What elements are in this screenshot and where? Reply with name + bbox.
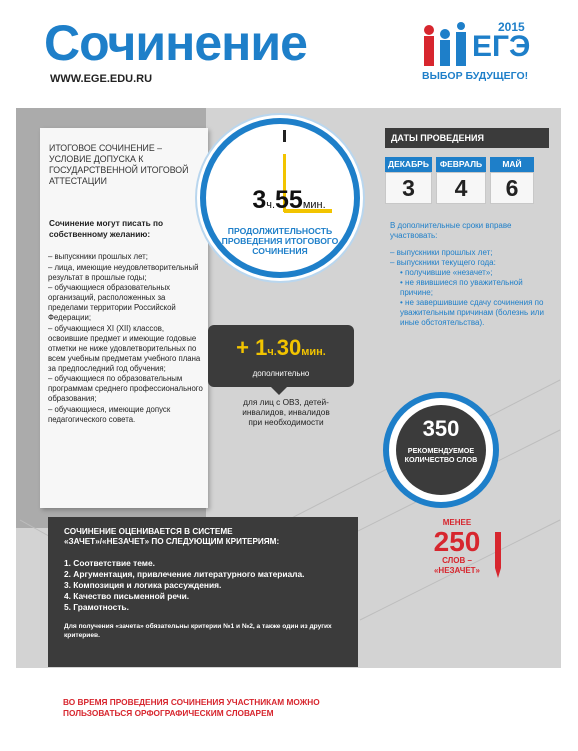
pencil-icon	[493, 532, 503, 580]
recommended-words-caption: РЕКОМЕНДУЕМОЕ КОЛИЧЕСТВО СЛОВ	[404, 446, 478, 464]
list-item: – обучающиеся XI (XII) классов, освоившие предмет и имеющие годовые отметки не ниже удовлетворительных по всем учебным предметам учебного плана за предпоследний год обучения;	[48, 323, 201, 373]
recommended-words-badge	[383, 392, 499, 508]
list-item: 1. Соответствие теме.	[64, 558, 155, 568]
list-item: – обучающиеся, имеющие допуск педагогического совета.	[48, 404, 171, 424]
criteria-heading: СОЧИНЕНИЕ ОЦЕНИВАЕТСЯ В СИСТЕМЕ «ЗАЧЕТ»/«НЕЗАЧЕТ» ПО СЛЕДУЮЩИМ КРИТЕРИЯМ:	[64, 527, 280, 546]
extra-time-box	[208, 325, 354, 387]
duration-clock	[200, 118, 360, 278]
date-month: ФЕВРАЛЬ	[436, 157, 486, 172]
logo-year: 2015	[498, 20, 525, 34]
list-item: – выпускники текущего года:	[390, 258, 496, 267]
list-item: 2. Аргументация, привлечение литературного материала.	[64, 569, 305, 579]
list-item: • не явившиеся по уважительной причине;	[400, 278, 523, 297]
dates-header: ДАТЫ ПРОВЕДЕНИЯ	[385, 128, 549, 148]
dictionary-note: ВО ВРЕМЯ ПРОВЕДЕНИЯ СОЧИНЕНИЯ УЧАСТНИКАМ МОЖНО ПОЛЬЗОВАТЬСЯ ОРФОГРАФИЧЕСКИМ СЛОВАРЕМ	[63, 697, 320, 718]
min-words-caption: СЛОВ – «НЕЗАЧЕТ»	[433, 556, 481, 575]
duration-hours-unit: ч.	[266, 199, 276, 211]
date-day: 6	[490, 172, 534, 204]
logo-name: ЕГЭ	[472, 30, 531, 63]
list-item: – лица, имеющие неудовлетворительный результат в прошлые годы;	[48, 262, 199, 282]
extra-time-eligibility: для лиц с ОВЗ, детей-инвалидов, инвалидов при необходимости	[242, 397, 330, 427]
list-item: – выпускники прошлых лет;	[390, 248, 493, 257]
who-can-write-heading: Сочинение могут писать по собственному желанию:	[49, 218, 164, 239]
extra-dates-intro: В дополнительные сроки вправе участвовать:	[390, 221, 512, 240]
list-item: – выпускники прошлых лет;	[48, 252, 148, 261]
website-link[interactable]: WWW.EGE.EDU.RU	[50, 73, 153, 85]
extra-time-minutes-unit: мин.	[301, 346, 326, 358]
extra-time-hours-unit: ч.	[267, 346, 277, 358]
extra-time-minutes: 30	[276, 335, 302, 360]
status-text: ИТОГОВОЕ СОЧИНЕНИЕ – УСЛОВИЕ ДОПУСКА К ГОСУДАРСТВЕННОЙ ИТОГОВОЙ АТТЕСТАЦИИ	[49, 143, 189, 186]
extra-time-hours: + 1	[236, 335, 268, 360]
min-words-block	[425, 518, 489, 576]
writers-list	[48, 252, 206, 425]
logo-slogan: ВЫБОР БУДУЩЕГО!	[422, 70, 529, 82]
list-item: 4. Качество письменной речи.	[64, 591, 190, 601]
list-item: • не завершившие сдачу сочинения по уважительным причинам (болезнь или иные обстоятельства).	[400, 298, 544, 327]
extra-time-label: дополнительно	[252, 369, 310, 378]
list-item: • получившие «незачет»;	[400, 268, 493, 277]
min-words-label: МЕНЕЕ	[442, 518, 472, 527]
criteria-list	[64, 558, 358, 613]
list-item: – обучающиеся образовательных организаций, расположенных за пределами территории Российской Федерации;	[48, 283, 176, 322]
recommended-words-count: 350	[422, 416, 460, 441]
extra-time-value	[208, 335, 354, 361]
date-day: 4	[436, 172, 486, 204]
date-day: 3	[385, 172, 432, 204]
page-title: Сочинение	[44, 15, 307, 71]
duration-caption: ПРОДОЛЖИТЕЛЬНОСТЬ ПРОВЕДЕНИЯ ИТОГОВОГО СОЧИНЕНИЯ	[221, 226, 339, 256]
duration-minutes: 55	[275, 186, 303, 214]
list-item: 5. Грамотность.	[64, 602, 129, 612]
criteria-panel	[48, 517, 358, 667]
duration-hours: 3	[252, 186, 267, 214]
recommended-words-inner	[396, 405, 486, 495]
list-item: – обучающиеся по образовательным программам среднего профессионального образования;	[48, 374, 203, 403]
extra-dates-info	[390, 221, 550, 328]
date-month: МАЙ	[490, 157, 534, 172]
extra-time-pointer	[270, 386, 288, 395]
criteria-note: Для получения «зачета» обязательны критерии №1 и №2, а также один из других критериев.	[64, 623, 332, 639]
duration-time	[234, 186, 344, 215]
list-item: 3. Композиция и логика рассуждения.	[64, 580, 222, 590]
date-month: ДЕКАБРЬ	[385, 157, 432, 172]
min-words-count: 250	[433, 526, 481, 557]
duration-minutes-unit: мин.	[302, 199, 326, 211]
clock-tick-icon	[283, 130, 286, 142]
